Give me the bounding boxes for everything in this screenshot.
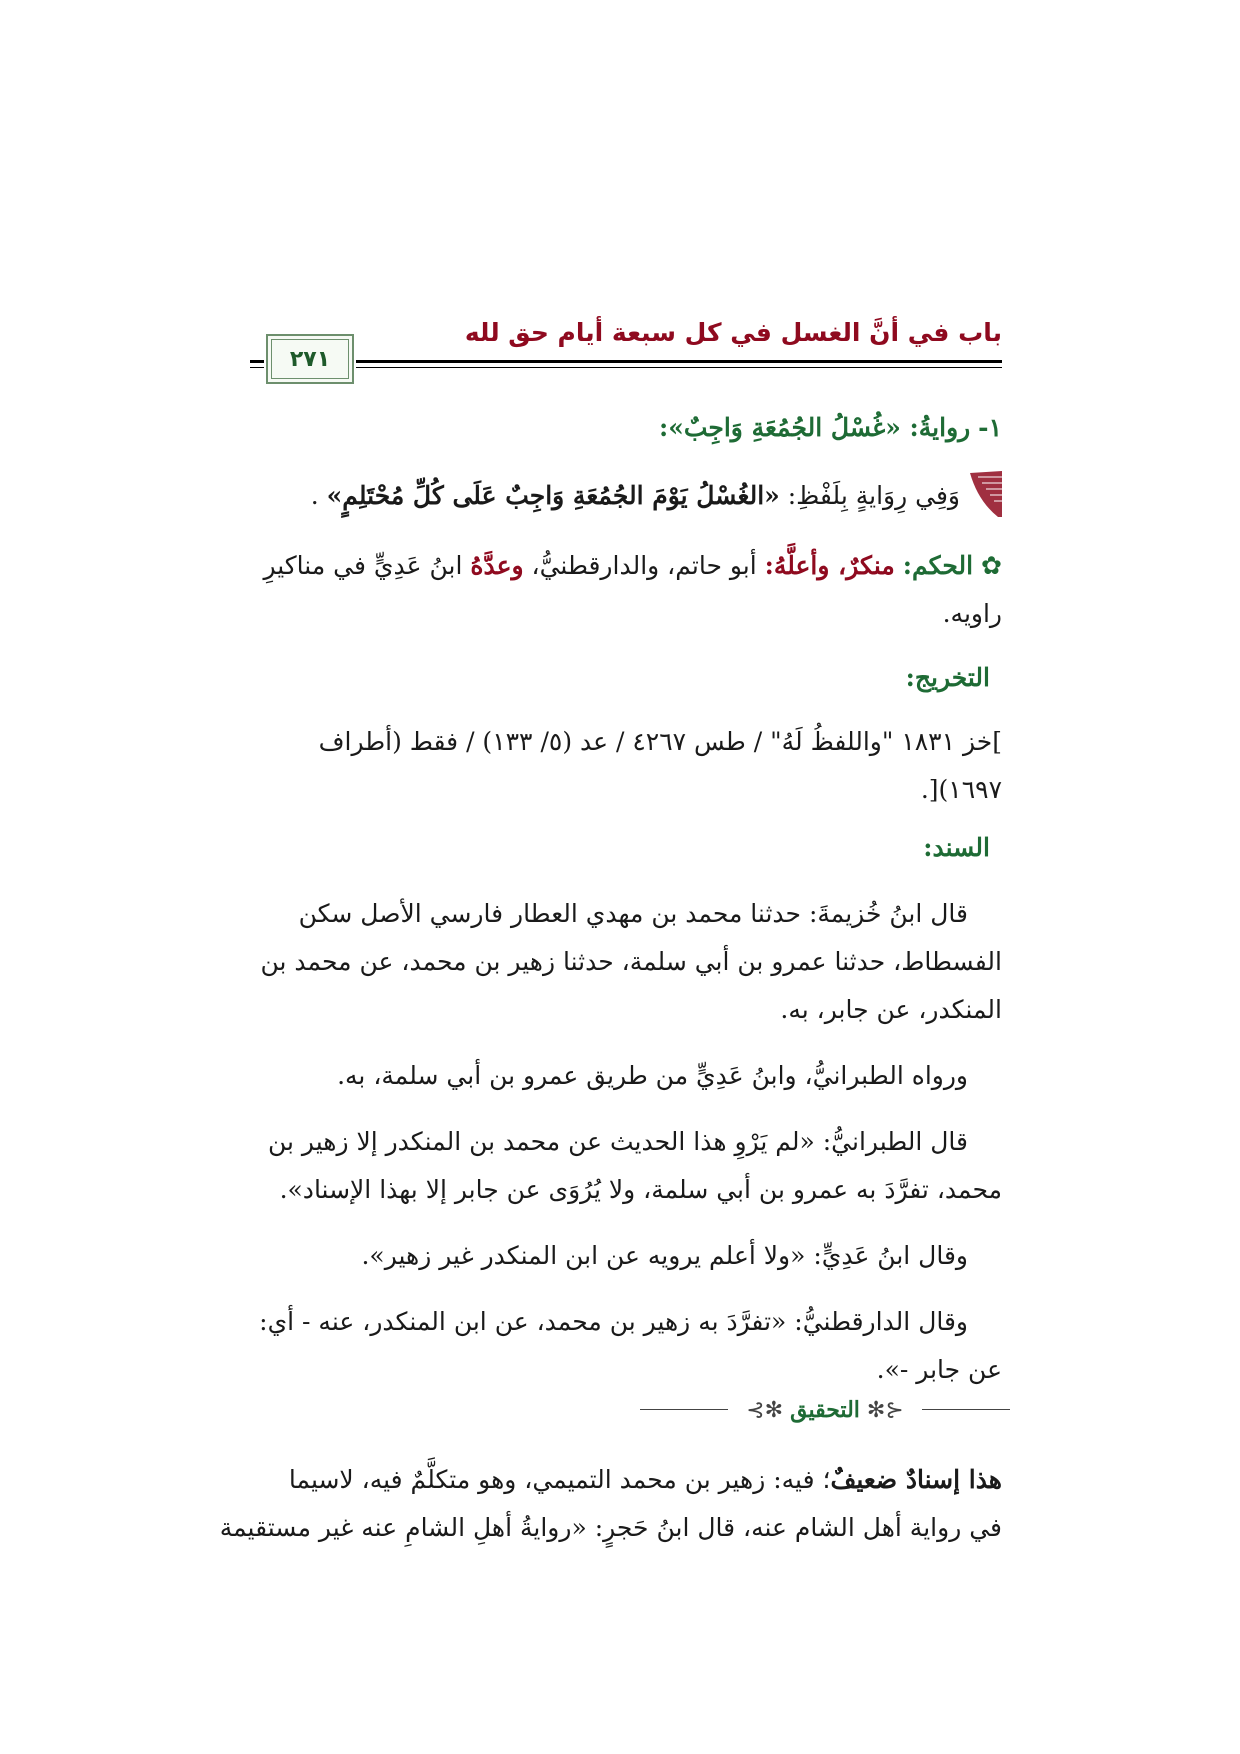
page-number-frame [266, 334, 354, 384]
sanad-para3-line2: محمد، تفرَّدَ به عمرو بن أبي سلمة، ولا يُرُوَى عن جابر إلا بهذا الإسناد». [279, 1175, 1002, 1204]
takhrij-label: التخريج: [905, 663, 990, 692]
corner-ornament-icon [968, 471, 1002, 517]
tahqiq-verdict: هذا إسنادٌ ضعيفٌ [830, 1465, 1002, 1494]
narration-text: «الغُسْلُ يَوْمَ الجُمُعَةِ وَاجِبٌ عَلَى كُلِّ مُحْتَلِمٍ» [326, 481, 780, 510]
takhrij-line-2: ١٦٩٧)[. [920, 775, 1002, 804]
header-rule [356, 360, 1002, 363]
sanad-para4: وقال ابنُ عَدِيٍّ: «ولا أعلم يرويه عن ابن المنكدر غير زهير». [361, 1241, 968, 1270]
ruling-text-1: أبو حاتم، والدارقطنيُّ، [523, 551, 765, 580]
sanad-para5-line1: وقال الدارقطنيُّ: «تفرَّدَ به زهير بن محمد، عن ابن المنكدر، عنه - أي: [259, 1307, 968, 1336]
ruling-line [263, 546, 1002, 586]
section-title: روايةُ: «غُسْلُ الجُمُعَةِ وَاجِبٌ»: [659, 413, 971, 442]
sanad-para2: ورواه الطبرانيُّ، وابنُ عَدِيٍّ من طريق عمرو بن أبي سلمة، به. [337, 1061, 968, 1090]
ruling-counted: وعدَّهُ [470, 551, 524, 580]
header-rule-left-thin [250, 367, 264, 368]
page-number: ٢٧١ [289, 346, 331, 372]
sanad-para1-line2: الفسطاط، حدثنا عمرو بن أبي سلمة، حدثنا زهير بن محمد، عن محمد بن [260, 947, 1002, 976]
ruling-text-2: ابنُ عَدِيٍّ في مناكيرِ [263, 551, 471, 580]
takhrij-line-1: ]خز ١٨٣١ "واللفظُ لَهُ" / طس ٤٢٦٧ / عد (٥/ ١٣٣) / فقط (أطراف [318, 727, 1002, 756]
narration-end: . [310, 481, 319, 510]
section-heading [659, 408, 1002, 448]
ornament-icon: ⊰✻ [866, 1398, 904, 1423]
narration-intro: وَفِي رِوَايةٍ بِلَفْظِ: [779, 481, 960, 510]
sanad-para3-line1: قال الطبرانيُّ: «لم يَرْوِ هذا الحديث عن محمد بن المنكدر إلا زهير بن [267, 1127, 968, 1156]
header-rule-thin [356, 367, 1002, 368]
tahqiq-line-1 [289, 1460, 1002, 1500]
ornament-icon: ✻⊱ [746, 1398, 784, 1423]
sanad-label: السند: [923, 833, 990, 862]
tahqiq-line-2: في رواية أهل الشام عنه، قال ابنُ حَجرٍ: «روايةُ أهلِ الشامِ عنه غير مستقيمة [219, 1513, 1002, 1542]
separator-line-left [640, 1409, 728, 1410]
tahqiq-label: التحقيق [790, 1397, 860, 1423]
sanad-para5-line2: عن جابر -». [876, 1355, 1002, 1384]
separator-line-right [922, 1409, 1010, 1410]
ruling-verdict: منكرٌ، وأعلَّهُ: [764, 551, 895, 580]
section-number: ١- [978, 413, 1002, 442]
header-rule-left [250, 360, 264, 363]
tahqiq-heading [730, 1395, 920, 1426]
ruling-line-2: راويه. [942, 599, 1002, 628]
page-header [250, 318, 1002, 388]
tahqiq-separator [640, 1395, 1010, 1425]
sanad-para1-line3: المنكدر، عن جابر، به. [780, 995, 1002, 1024]
flower-ornament-icon: ✿ [981, 551, 1002, 580]
sanad-para1-line1: قال ابنُ خُزيمةَ: حدثنا محمد بن مهدي العطار فارسي الأصل سكن [298, 899, 968, 928]
running-title: باب في أنَّ الغسل في كل سبعة أيام حق لله [464, 318, 1002, 347]
narration-line [311, 476, 960, 516]
tahqiq-line1-rest: ؛ فيه: زهير بن محمد التميمي، وهو متكلَّمٌ فيه، لاسيما [288, 1465, 831, 1494]
ruling-label: الحكم: [902, 551, 974, 580]
